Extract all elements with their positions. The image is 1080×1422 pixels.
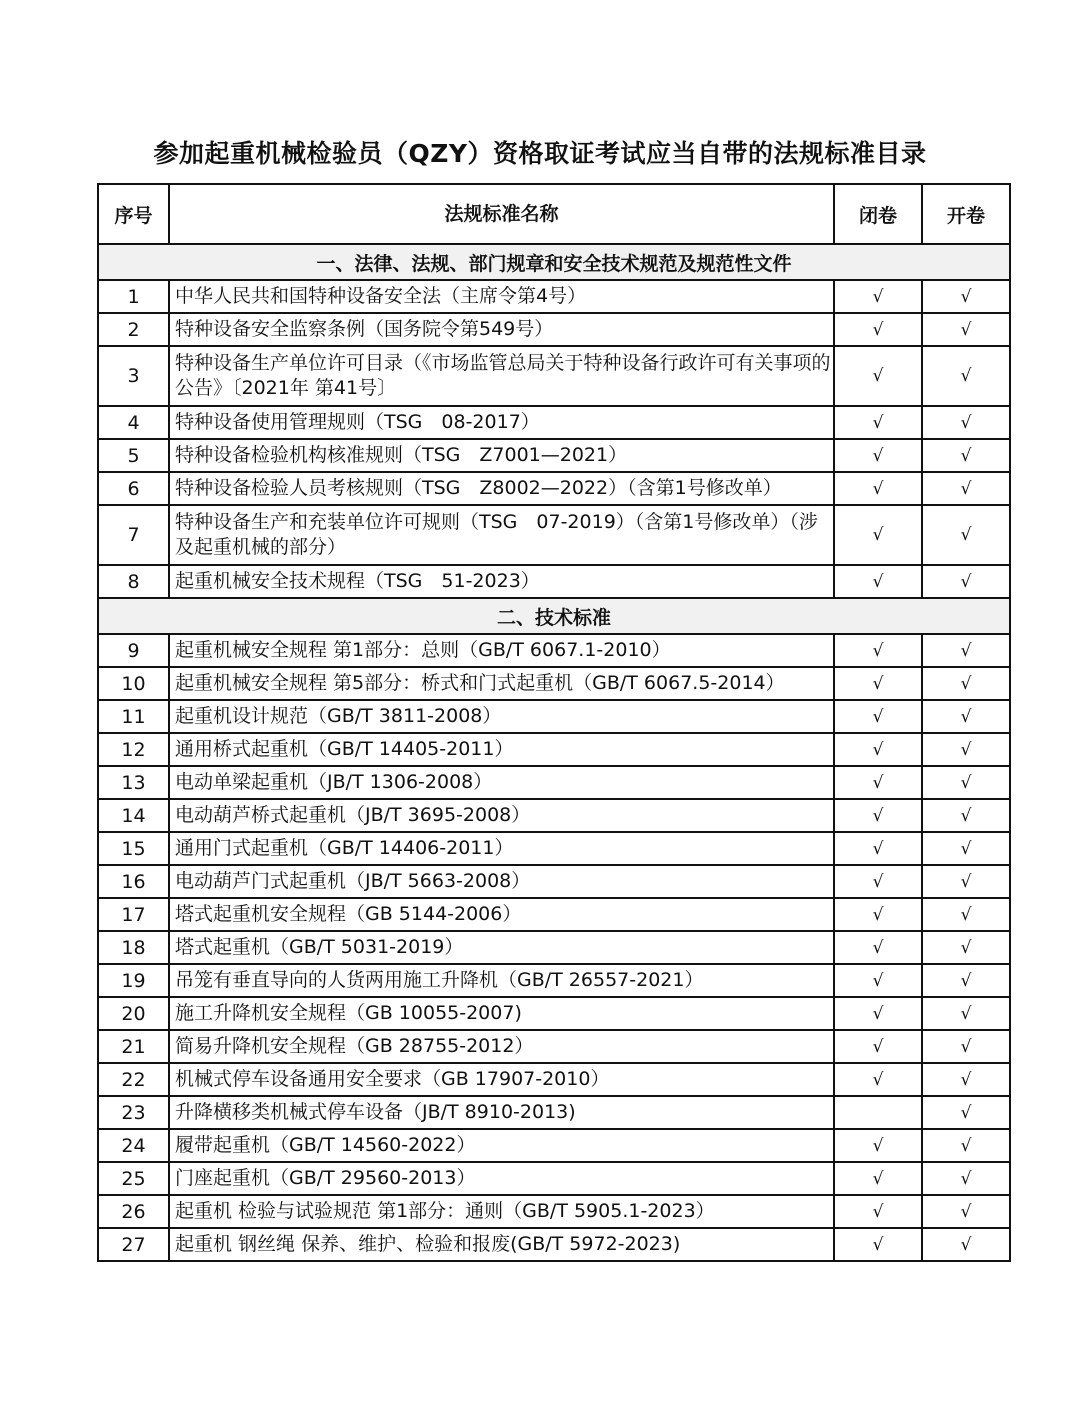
closed-book-mark: [834, 1096, 922, 1129]
closed-book-mark: √: [834, 505, 922, 565]
document-title: 参加起重机械检验员（QZY）资格取证考试应当自带的法规标准目录: [153, 139, 927, 168]
row-number: 27: [98, 1228, 169, 1261]
section-title: 二、技术标准: [98, 598, 1010, 634]
row-number: 18: [98, 931, 169, 964]
open-book-mark: √: [922, 313, 1010, 346]
table-row: [98, 1063, 1010, 1096]
row-number: 5: [98, 439, 169, 472]
closed-book-mark: √: [834, 565, 922, 598]
row-number: 21: [98, 1030, 169, 1063]
regulation-name: 起重机 检验与试验规范 第1部分：通则（GB/T 5905.1-2023）: [169, 1195, 834, 1228]
open-book-mark: √: [922, 667, 1010, 700]
table-row: [98, 997, 1010, 1030]
row-number: 24: [98, 1129, 169, 1162]
open-book-mark: √: [922, 766, 1010, 799]
regulation-name: 机械式停车设备通用安全要求（GB 17907-2010）: [169, 1063, 834, 1096]
table-row: [98, 832, 1010, 865]
open-book-mark: √: [922, 733, 1010, 766]
table-row: [98, 1096, 1010, 1129]
table-row: [98, 700, 1010, 733]
regulations-table: [97, 183, 1011, 1262]
closed-book-mark: √: [834, 1228, 922, 1261]
table-row: [98, 1195, 1010, 1228]
closed-book-mark: √: [834, 766, 922, 799]
open-book-mark: √: [922, 565, 1010, 598]
open-book-mark: √: [922, 997, 1010, 1030]
closed-book-mark: √: [834, 1195, 922, 1228]
table-row: [98, 1129, 1010, 1162]
closed-book-mark: √: [834, 439, 922, 472]
regulation-name: 塔式起重机安全规程（GB 5144-2006）: [169, 898, 834, 931]
open-book-mark: √: [922, 1129, 1010, 1162]
regulation-name: 履带起重机（GB/T 14560-2022）: [169, 1129, 834, 1162]
row-number: 20: [98, 997, 169, 1030]
regulation-name: 起重机械安全规程 第1部分：总则（GB/T 6067.1-2010）: [169, 634, 834, 667]
closed-book-mark: √: [834, 733, 922, 766]
regulation-name: 电动葫芦门式起重机（JB/T 5663-2008）: [169, 865, 834, 898]
row-number: 2: [98, 313, 169, 346]
header-open-book: 开卷: [922, 184, 1010, 244]
row-number: 25: [98, 1162, 169, 1195]
regulation-name: 塔式起重机（GB/T 5031-2019）: [169, 931, 834, 964]
table-row: [98, 799, 1010, 832]
header-no: 序号: [98, 184, 169, 244]
open-book-mark: √: [922, 406, 1010, 439]
regulation-name: 施工升降机安全规程（GB 10055-2007): [169, 997, 834, 1030]
regulation-name: 起重机械安全技术规程（TSG 51-2023）: [169, 565, 834, 598]
open-book-mark: √: [922, 898, 1010, 931]
regulation-name: 特种设备检验机构核准规则（TSG Z7001—2021）: [169, 439, 834, 472]
regulation-name: 起重机械安全规程 第5部分：桥式和门式起重机（GB/T 6067.5-2014）: [169, 667, 834, 700]
row-number: 23: [98, 1096, 169, 1129]
row-number: 4: [98, 406, 169, 439]
open-book-mark: √: [922, 865, 1010, 898]
regulation-name: 升降横移类机械式停车设备（JB/T 8910-2013): [169, 1096, 834, 1129]
regulation-name: 电动葫芦桥式起重机（JB/T 3695-2008）: [169, 799, 834, 832]
regulation-name: 门座起重机（GB/T 29560-2013）: [169, 1162, 834, 1195]
regulation-name: 吊笼有垂直导向的人货两用施工升降机（GB/T 26557-2021）: [169, 964, 834, 997]
regulation-name: 特种设备检验人员考核规则（TSG Z8002—2022）（含第1号修改单）: [169, 472, 834, 505]
regulation-name: 中华人民共和国特种设备安全法（主席令第4号）: [169, 280, 834, 313]
regulation-name: 电动单梁起重机（JB/T 1306-2008）: [169, 766, 834, 799]
closed-book-mark: √: [834, 1063, 922, 1096]
regulation-name: 起重机 钢丝绳 保养、维护、检验和报废(GB/T 5972-2023): [169, 1228, 834, 1261]
open-book-mark: √: [922, 1228, 1010, 1261]
regulation-name: 通用门式起重机（GB/T 14406-2011）: [169, 832, 834, 865]
table-row: [98, 439, 1010, 472]
open-book-mark: √: [922, 964, 1010, 997]
closed-book-mark: √: [834, 799, 922, 832]
table-row: [98, 565, 1010, 598]
row-number: 26: [98, 1195, 169, 1228]
closed-book-mark: √: [834, 472, 922, 505]
closed-book-mark: √: [834, 406, 922, 439]
row-number: 6: [98, 472, 169, 505]
row-number: 9: [98, 634, 169, 667]
section-header-row: [98, 598, 1010, 634]
closed-book-mark: √: [834, 1129, 922, 1162]
open-book-mark: √: [922, 346, 1010, 406]
open-book-mark: √: [922, 439, 1010, 472]
regulation-name: 特种设备生产和充装单位许可规则（TSG 07-2019）（含第1号修改单）（涉及起重机械的部分）: [169, 505, 834, 565]
table-row: [98, 766, 1010, 799]
open-book-mark: √: [922, 280, 1010, 313]
closed-book-mark: √: [834, 313, 922, 346]
table-row: [98, 346, 1010, 406]
closed-book-mark: √: [834, 700, 922, 733]
row-number: 10: [98, 667, 169, 700]
table-row: [98, 472, 1010, 505]
table-row: [98, 634, 1010, 667]
closed-book-mark: √: [834, 346, 922, 406]
row-number: 7: [98, 505, 169, 565]
table-body: [98, 244, 1010, 1261]
open-book-mark: √: [922, 1162, 1010, 1195]
table-row: [98, 667, 1010, 700]
open-book-mark: √: [922, 700, 1010, 733]
row-number: 17: [98, 898, 169, 931]
closed-book-mark: √: [834, 832, 922, 865]
row-number: 14: [98, 799, 169, 832]
section-header-row: [98, 244, 1010, 280]
row-number: 3: [98, 346, 169, 406]
open-book-mark: √: [922, 505, 1010, 565]
open-book-mark: √: [922, 1063, 1010, 1096]
regulation-name: 特种设备生产单位许可目录（《市场监管总局关于特种设备行政许可有关事项的公告》〔2021年 第41号〕: [169, 346, 834, 406]
open-book-mark: √: [922, 472, 1010, 505]
closed-book-mark: √: [834, 898, 922, 931]
closed-book-mark: √: [834, 280, 922, 313]
table-row: [98, 406, 1010, 439]
open-book-mark: √: [922, 1096, 1010, 1129]
section-title: 一、法律、法规、部门规章和安全技术规范及规范性文件: [98, 244, 1010, 280]
header-closed-book: 闭卷: [834, 184, 922, 244]
closed-book-mark: √: [834, 931, 922, 964]
table-row: [98, 313, 1010, 346]
open-book-mark: √: [922, 931, 1010, 964]
closed-book-mark: √: [834, 1030, 922, 1063]
table-row: [98, 865, 1010, 898]
open-book-mark: √: [922, 1195, 1010, 1228]
table-row: [98, 1228, 1010, 1261]
open-book-mark: √: [922, 832, 1010, 865]
closed-book-mark: √: [834, 997, 922, 1030]
regulation-name: 起重机设计规范（GB/T 3811-2008）: [169, 700, 834, 733]
open-book-mark: √: [922, 634, 1010, 667]
row-number: 19: [98, 964, 169, 997]
table-row: [98, 898, 1010, 931]
regulation-name: 通用桥式起重机（GB/T 14405-2011）: [169, 733, 834, 766]
table-row: [98, 733, 1010, 766]
row-number: 12: [98, 733, 169, 766]
row-number: 16: [98, 865, 169, 898]
closed-book-mark: √: [834, 1162, 922, 1195]
row-number: 13: [98, 766, 169, 799]
row-number: 15: [98, 832, 169, 865]
header-name: 法规标准名称: [169, 184, 834, 244]
table-row: [98, 1162, 1010, 1195]
table-header-row: [98, 184, 1010, 244]
closed-book-mark: √: [834, 634, 922, 667]
open-book-mark: √: [922, 799, 1010, 832]
row-number: 1: [98, 280, 169, 313]
row-number: 11: [98, 700, 169, 733]
closed-book-mark: √: [834, 667, 922, 700]
regulation-name: 特种设备使用管理规则（TSG 08-2017）: [169, 406, 834, 439]
table-row: [98, 1030, 1010, 1063]
regulation-name: 简易升降机安全规程（GB 28755-2012）: [169, 1030, 834, 1063]
row-number: 22: [98, 1063, 169, 1096]
table-row: [98, 931, 1010, 964]
table-row: [98, 505, 1010, 565]
regulation-name: 特种设备安全监察条例（国务院令第549号）: [169, 313, 834, 346]
open-book-mark: √: [922, 1030, 1010, 1063]
closed-book-mark: √: [834, 964, 922, 997]
row-number: 8: [98, 565, 169, 598]
table-row: [98, 280, 1010, 313]
table-row: [98, 964, 1010, 997]
closed-book-mark: √: [834, 865, 922, 898]
